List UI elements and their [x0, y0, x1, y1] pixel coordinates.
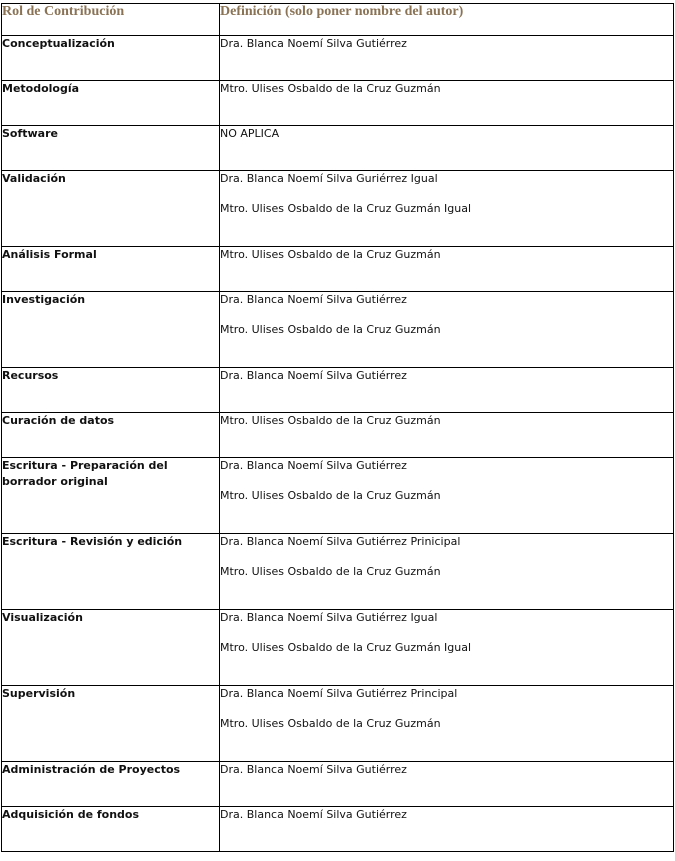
author-entry: Dra. Blanca Noemí Silva Gutiérrez: [220, 763, 407, 776]
role-cell: Conceptualización: [2, 36, 220, 81]
role-cell: Metodología: [2, 81, 220, 126]
definition-cell: [220, 807, 674, 852]
role-cell: Software: [2, 126, 220, 171]
definition-cell: [220, 247, 674, 292]
definition-cell: [220, 413, 674, 458]
role-cell: Escritura - Revisión y edición: [2, 534, 220, 610]
table-row: [2, 686, 674, 762]
definition-cell: [220, 610, 674, 686]
role-cell: Recursos: [2, 368, 220, 413]
author-entry: Dra. Blanca Noemí Silva Gutiérrez Principal: [220, 687, 458, 700]
author-entry: Mtro. Ulises Osbaldo de la Cruz Guzmán: [220, 414, 441, 427]
table-row: [2, 81, 674, 126]
table-row: [2, 413, 674, 458]
role-cell: Validación: [2, 171, 220, 247]
author-entry: Dra. Blanca Noemí Silva Gutiérrez: [220, 459, 407, 472]
table-row: [2, 610, 674, 686]
definition-cell: [220, 534, 674, 610]
table-row: [2, 458, 674, 534]
table-row: [2, 762, 674, 807]
role-cell: Supervisión: [2, 686, 220, 762]
author-entry: Dra. Blanca Noemí Silva Gutiérrez: [220, 808, 407, 821]
definition-cell: [220, 368, 674, 413]
table-row: [2, 807, 674, 852]
table-row: [2, 368, 674, 413]
author-entry: Mtro. Ulises Osbaldo de la Cruz Guzmán: [220, 489, 441, 502]
definition-cell: [220, 171, 674, 247]
definition-cell: [220, 36, 674, 81]
definition-cell: [220, 762, 674, 807]
table-row: [2, 36, 674, 81]
table-row: [2, 171, 674, 247]
contribution-roles-table: [1, 3, 674, 852]
role-cell: Administración de Proyectos: [2, 762, 220, 807]
header-row: [2, 4, 674, 36]
author-entry: Mtro. Ulises Osbaldo de la Cruz Guzmán: [220, 248, 441, 261]
role-column-header: Rol de Contribución: [2, 4, 220, 36]
table-row: [2, 247, 674, 292]
table-row: [2, 126, 674, 171]
author-entry: Mtro. Ulises Osbaldo de la Cruz Guzmán: [220, 565, 441, 578]
role-cell: Adquisición de fondos: [2, 807, 220, 852]
definition-cell: [220, 81, 674, 126]
definition-column-header: Definición (solo poner nombre del autor): [220, 4, 674, 36]
author-entry: Mtro. Ulises Osbaldo de la Cruz Guzmán: [220, 82, 441, 95]
table-row: [2, 292, 674, 368]
author-entry: Dra. Blanca Noemí Silva Gutiérrez: [220, 369, 407, 382]
author-entry: Mtro. Ulises Osbaldo de la Cruz Guzmán Igual: [220, 641, 472, 654]
author-entry: Dra. Blanca Noemí Silva Guriérrez Igual: [220, 172, 438, 185]
table-row: [2, 534, 674, 610]
definition-cell: [220, 458, 674, 534]
author-entry: Mtro. Ulises Osbaldo de la Cruz Guzmán Igual: [220, 202, 472, 215]
role-cell: Visualización: [2, 610, 220, 686]
author-entry: Dra. Blanca Noemí Silva Gutiérrez Prinicipal: [220, 535, 461, 548]
definition-cell: [220, 126, 674, 171]
author-entry: NO APLICA: [220, 127, 280, 140]
author-entry: Dra. Blanca Noemí Silva Gutiérrez: [220, 293, 407, 306]
role-cell: Curación de datos: [2, 413, 220, 458]
definition-cell: [220, 292, 674, 368]
definition-cell: [220, 686, 674, 762]
author-entry: Mtro. Ulises Osbaldo de la Cruz Guzmán: [220, 717, 441, 730]
author-entry: Dra. Blanca Noemí Silva Gutiérrez Igual: [220, 611, 438, 624]
role-cell: Análisis Formal: [2, 247, 220, 292]
author-entry: Dra. Blanca Noemí Silva Gutiérrez: [220, 37, 407, 50]
role-cell: Escritura - Preparación del borrador original: [2, 458, 220, 534]
author-entry: Mtro. Ulises Osbaldo de la Cruz Guzmán: [220, 323, 441, 336]
role-cell: Investigación: [2, 292, 220, 368]
